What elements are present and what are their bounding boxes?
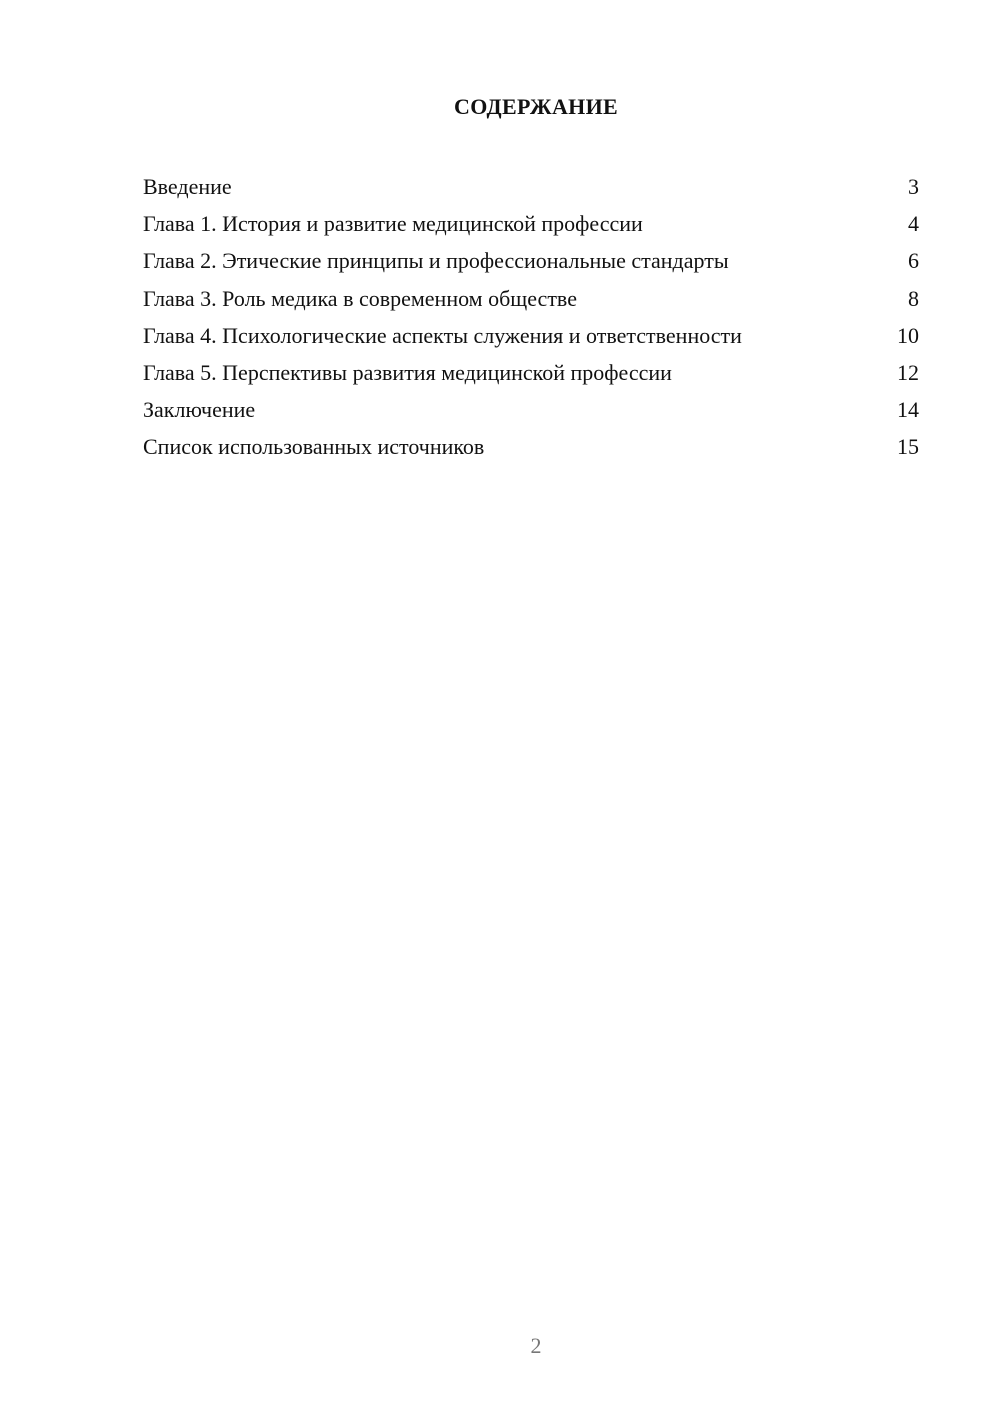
toc-entry-label: Список использованных источников — [143, 434, 485, 460]
toc-entry-label: Глава 3. Роль медика в современном обществе — [143, 285, 577, 311]
toc-entry-conclusion — [143, 391, 919, 428]
toc-entry-label: Введение — [143, 174, 232, 199]
toc-entry-page: 3 — [908, 174, 919, 199]
toc-entry-label: Глава 2. Этические принципы и профессиональные стандарты — [143, 248, 729, 274]
toc-entry-label: Заключение — [143, 397, 256, 423]
page-number: 2 — [530, 1333, 542, 1358]
toc-entry-chapter-3 — [143, 280, 919, 317]
table-of-contents — [143, 168, 919, 466]
toc-entry-introduction — [143, 168, 919, 205]
toc-entry-chapter-4 — [143, 317, 919, 354]
toc-entry-page: 14 — [897, 397, 919, 423]
toc-entry-page: 8 — [908, 285, 919, 311]
toc-entry-page: 6 — [908, 248, 919, 274]
toc-entry-page: 4 — [908, 211, 919, 237]
toc-entry-label: Глава 4. Психологические аспекты служения и ответственности — [143, 322, 742, 348]
toc-entry-label: Глава 5. Перспективы развития медицинской профессии — [143, 359, 672, 385]
toc-entry-page: 12 — [897, 359, 919, 385]
toc-entry-chapter-5 — [143, 354, 919, 391]
toc-entry-label: Глава 1. История и развитие медицинской профессии — [143, 211, 643, 237]
toc-entry-page: 10 — [897, 322, 919, 348]
page-title: СОДЕРЖАНИЕ — [454, 94, 618, 119]
toc-entry-page: 15 — [897, 434, 919, 460]
toc-entry-chapter-2 — [143, 242, 919, 279]
toc-entry-chapter-1 — [143, 205, 919, 242]
toc-entry-references — [143, 428, 919, 465]
